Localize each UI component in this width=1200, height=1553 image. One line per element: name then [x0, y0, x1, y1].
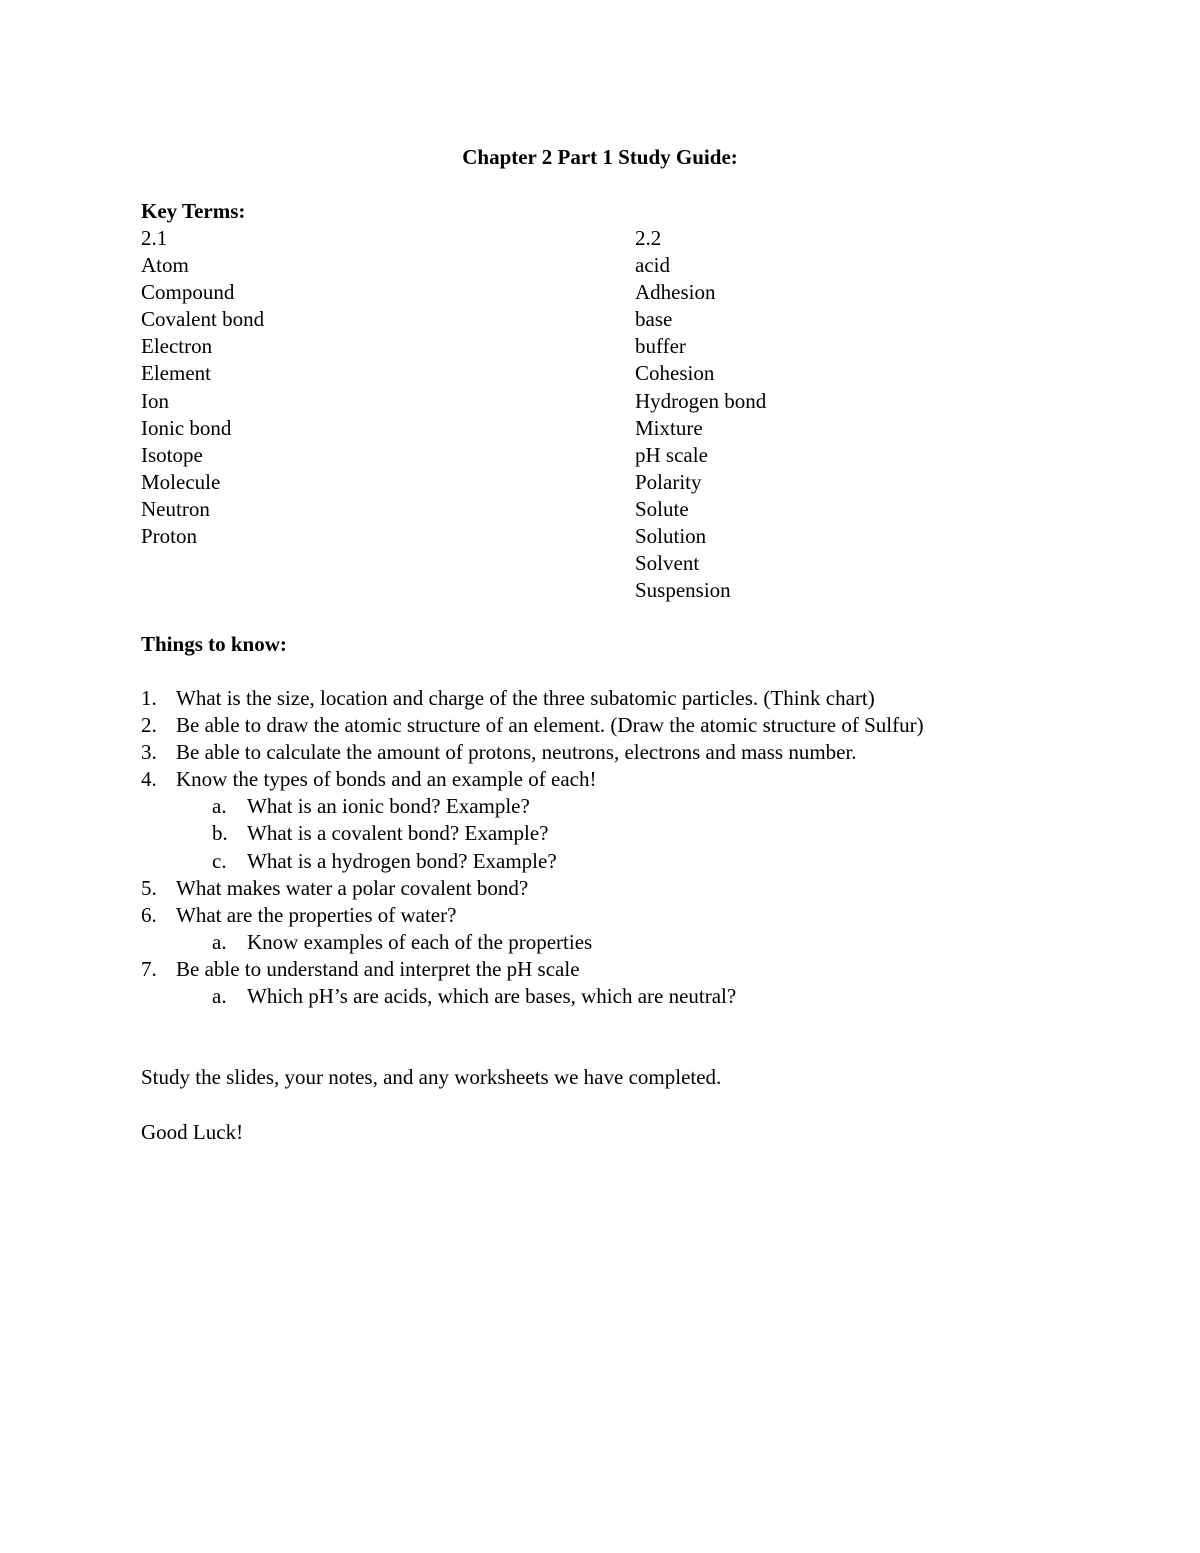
item-text: Be able to calculate the amount of protons, neutrons, electrons and mass number.: [176, 740, 857, 765]
item-number: 4.: [141, 767, 157, 792]
item-text: Be able to understand and interpret the pH scale: [176, 956, 580, 981]
key-terms-heading: Key Terms:: [141, 199, 246, 223]
term-item: Ionic bond: [141, 415, 232, 440]
farewell-text: Good Luck!: [141, 1120, 244, 1144]
sub-item-text: What is an ionic bond? Example?: [247, 794, 530, 819]
sub-item-text: What is a hydrogen bond? Example?: [247, 848, 557, 873]
sub-item-text: What is a covalent bond? Example?: [247, 821, 549, 846]
study-note: Study the slides, your notes, and any worksheets we have completed.: [141, 1065, 722, 1089]
term-item: Isotope: [141, 442, 203, 467]
term-item: Covalent bond: [141, 307, 265, 332]
sub-item-text: Know examples of each of the properties: [247, 929, 593, 954]
item-number: 6.: [141, 902, 157, 927]
key-terms-left-column: [141, 225, 264, 550]
item-number: 2.: [141, 713, 157, 738]
item-text: Know the types of bonds and an example of each!: [176, 767, 597, 792]
term-item: base: [635, 307, 673, 332]
term-item: Hydrogen bond: [635, 388, 767, 413]
sub-item-letter: b.: [212, 821, 228, 846]
term-item: Compound: [141, 280, 235, 305]
item-text: What makes water a polar covalent bond?: [176, 875, 529, 900]
sub-item-text: Which pH’s are acids, which are bases, which are neutral?: [247, 984, 737, 1009]
term-item: pH scale: [635, 442, 708, 467]
term-item: Molecule: [141, 469, 221, 494]
term-item: Atom: [141, 253, 189, 278]
things-to-know-heading: Things to know:: [141, 632, 287, 656]
key-terms-right-column: [635, 225, 766, 604]
sub-item-letter: a.: [212, 984, 227, 1009]
item-number: 5.: [141, 875, 157, 900]
item-text: What is the size, location and charge of the three subatomic particles. (Think chart): [176, 686, 875, 710]
item-number: 3.: [141, 740, 157, 765]
term-item: buffer: [635, 334, 686, 359]
term-item: Neutron: [141, 496, 210, 521]
item-text: What are the properties of water?: [176, 902, 457, 927]
term-item: Polarity: [635, 469, 702, 494]
item-text: Be able to draw the atomic structure of an element. (Draw the atomic structure of Sulfur): [176, 713, 924, 738]
item-number: 7.: [141, 956, 157, 981]
sub-item-letter: c.: [212, 848, 227, 873]
term-item: Suspension: [635, 578, 731, 603]
term-item: Adhesion: [635, 280, 716, 305]
sub-item-letter: a.: [212, 929, 227, 954]
term-item: Solution: [635, 524, 707, 549]
item-number: 1.: [141, 686, 157, 710]
term-section-label: 2.1: [141, 226, 168, 250]
term-item: Electron: [141, 334, 213, 359]
term-section-label: 2.2: [635, 226, 662, 250]
page-title: Chapter 2 Part 1 Study Guide:: [462, 145, 738, 169]
term-item: Element: [141, 361, 211, 386]
term-item: Solute: [635, 496, 689, 521]
term-item: Mixture: [635, 415, 703, 440]
term-item: Solvent: [635, 551, 700, 576]
term-item: Proton: [141, 524, 198, 549]
term-item: Ion: [141, 388, 169, 413]
term-item: Cohesion: [635, 361, 715, 386]
term-item: acid: [635, 253, 670, 278]
sub-item-letter: a.: [212, 794, 227, 819]
